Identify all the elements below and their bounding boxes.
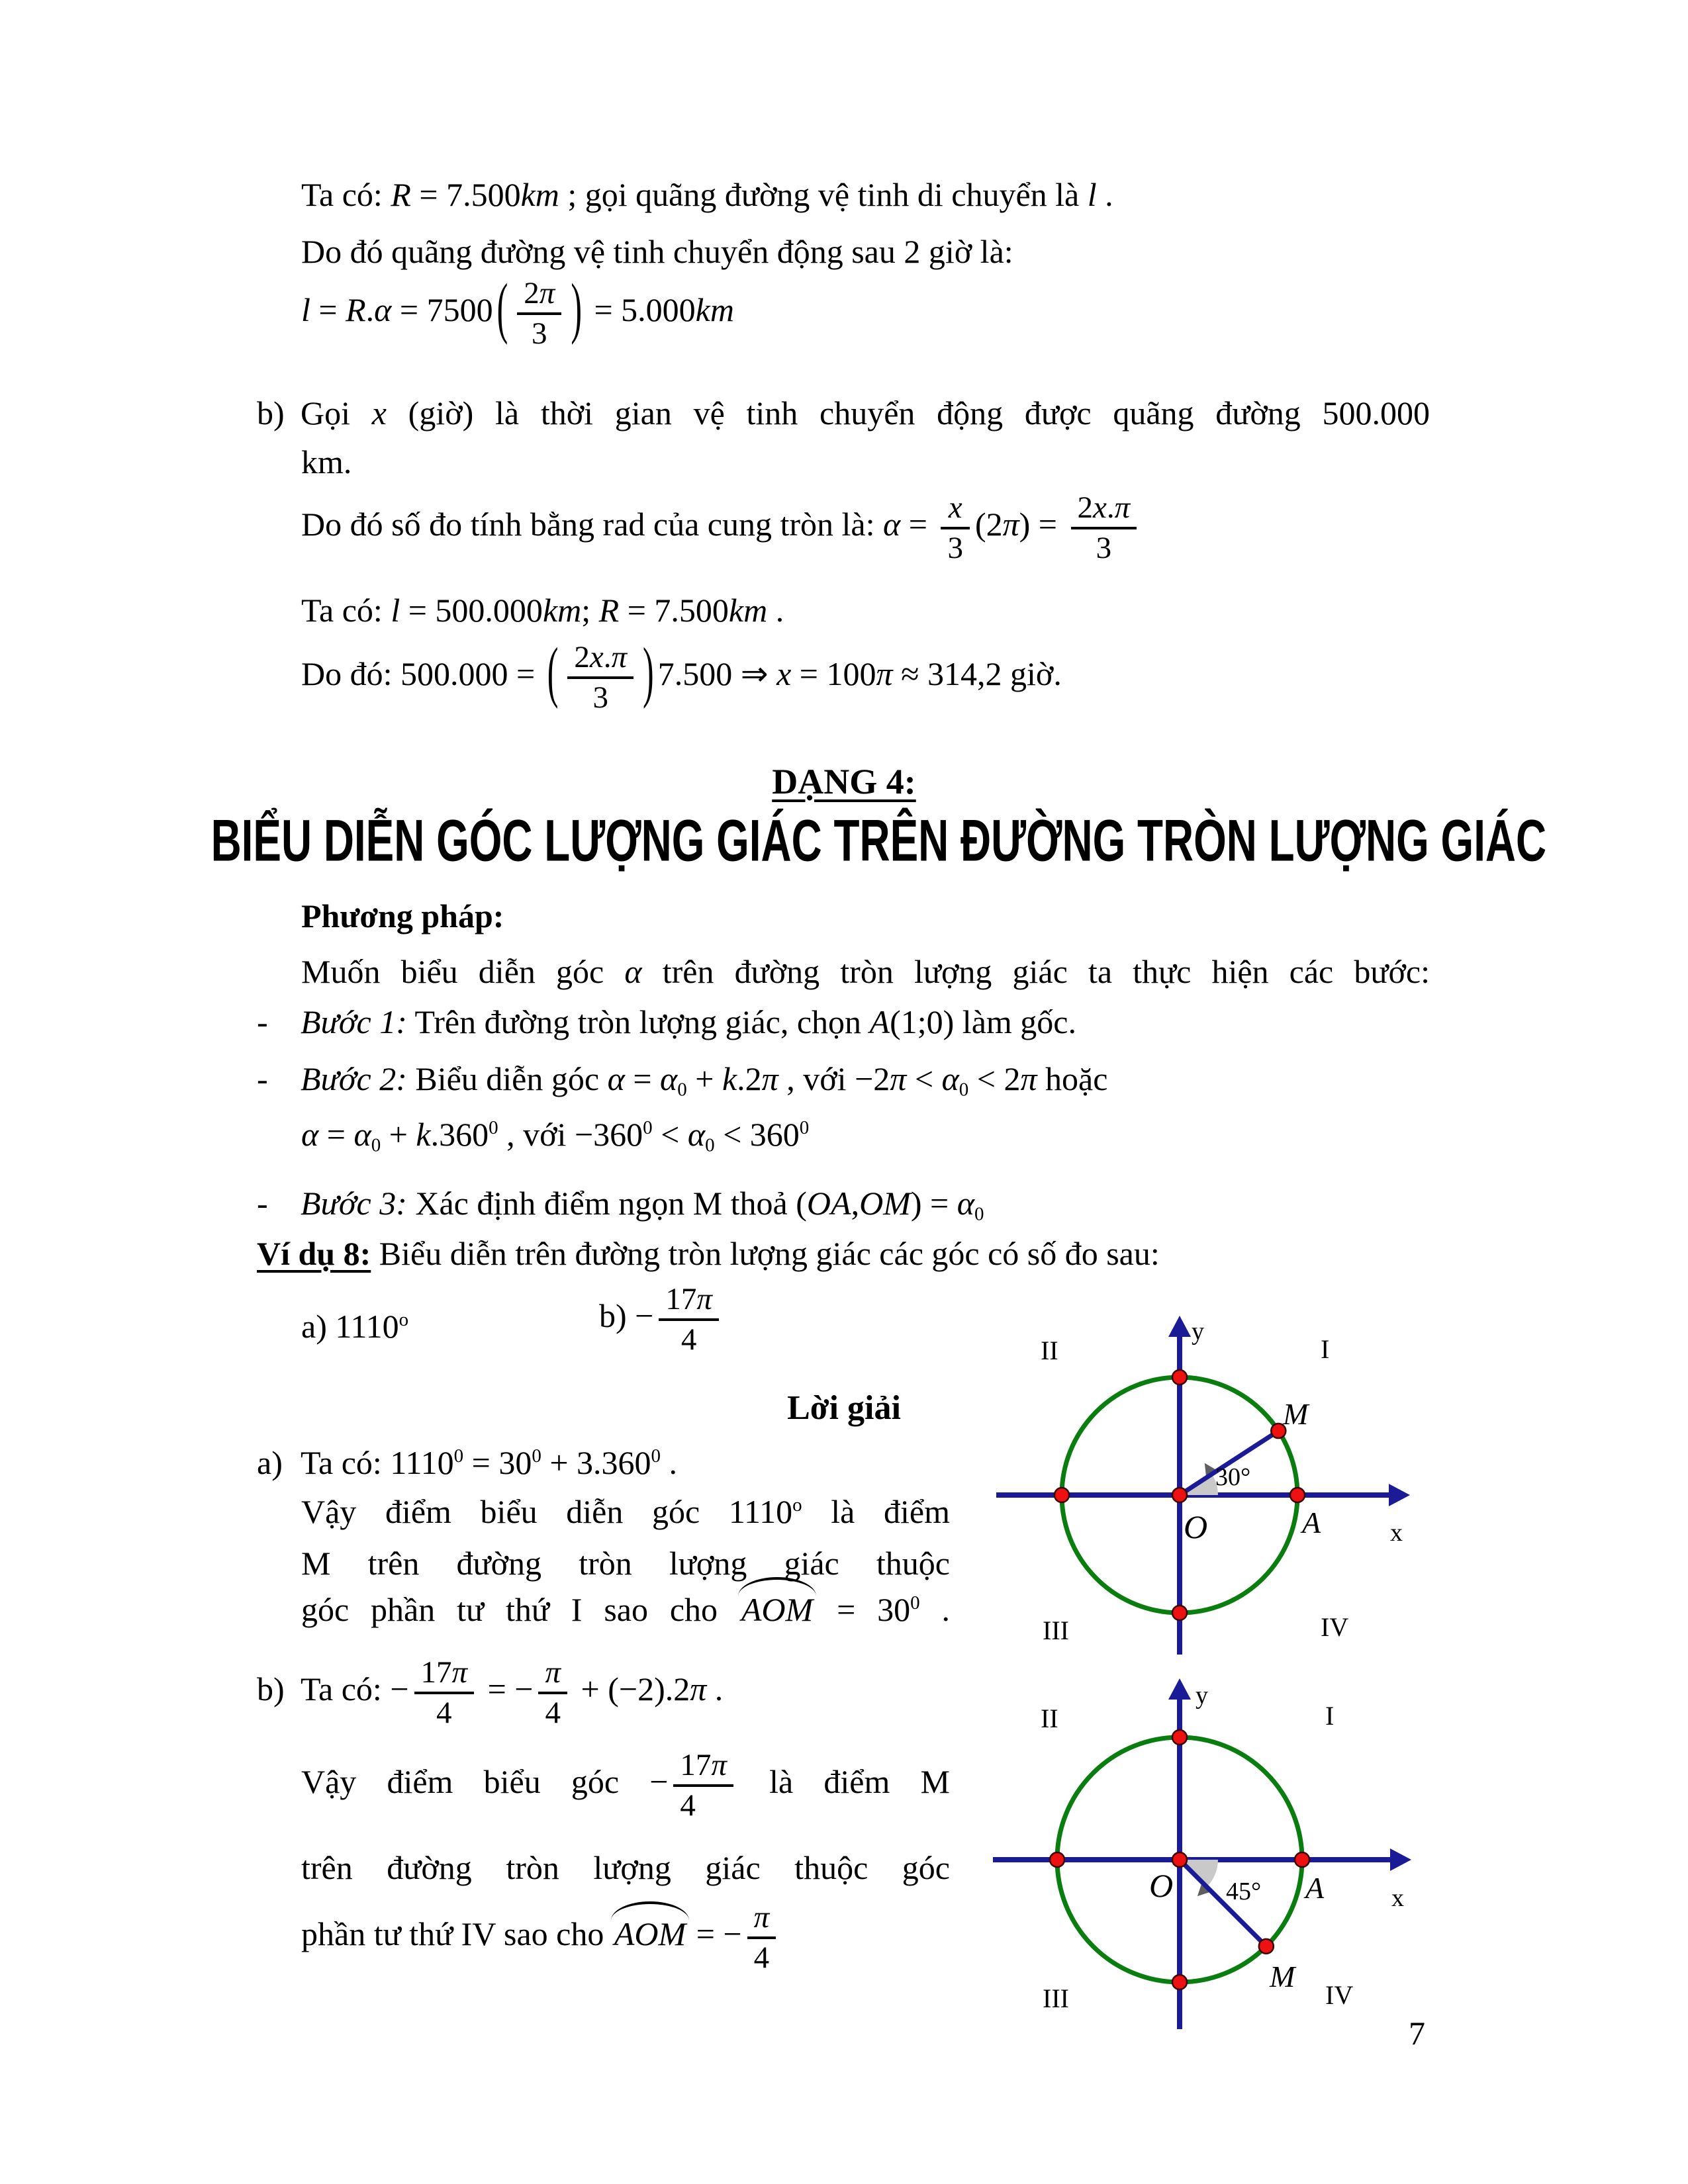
svg-text:M: M: [1270, 1960, 1295, 1993]
choice-a: a) 1110$^o$: [301, 1308, 409, 1345]
svg-text:III: III: [1043, 1983, 1069, 2013]
solution-b-line1: b) Ta có: − $\frac{17\pi}{4}$ = − $\frac{\pi}{4}$ + (−2).2π .: [257, 1655, 724, 1730]
step-3: - Bước 3: Xác định điểm ngọn M thoả $(OA,OM) = \alpha_0$: [257, 1185, 984, 1225]
formula-arc-length: l = R.α = 7500 ( $\frac{2\pi}{3}$ ) = 5.000km: [301, 269, 734, 351]
para-km: km.: [301, 443, 352, 480]
unit-circle-diagram-1: [986, 1305, 1423, 1676]
step-2-continued: $\alpha = \alpha_0 + k.360^0$ , với $-360^0 < \alpha_0 < 360^0$: [301, 1116, 810, 1156]
unit-circle-diagram-2: [986, 1666, 1423, 2051]
para-distance-2h: Do đó quãng đường vệ tinh chuyển động sau 2 giờ là:: [301, 233, 1013, 270]
solution-a-line4: góc phần tư thứ I sao cho AOM = $30^0$ .: [301, 1588, 950, 1631]
svg-text:I: I: [1321, 1334, 1330, 1364]
section-heading-dang4: [0, 758, 1688, 805]
formula-solve-x: Do đó: 500.000 = ( $\frac{2x.\pi}{3}$ ) 7.500 ⇒ x = 100π ≈ 314,2 giờ.: [301, 633, 1062, 715]
solution-b-line4: phần tư thứ IV sao cho AOM = − $\frac{\pi}{4}$: [301, 1901, 781, 1975]
solution-a-line1: a) Ta có: $1110^0 = 30^0 + 3.360^0$ .: [257, 1444, 678, 1481]
step-1: - Bước 1: Trên đường tròn lượng giác, chọn A(1;0) làm gốc.: [257, 1003, 1076, 1040]
solution-b-line2: Vậy điểm biểu góc − $\frac{17\pi}{4}$ là điểm M: [301, 1748, 950, 1823]
svg-text:M: M: [1283, 1397, 1309, 1431]
svg-text:II: II: [1041, 1704, 1058, 1733]
svg-text:O: O: [1149, 1867, 1174, 1904]
svg-text:y: y: [1192, 1318, 1204, 1345]
formula-rad-measure: Do đó số đo tính bằng rad của cung tròn là: α = $\frac{x}{3}$ (2π) = $\frac{2x.\pi}{3}$: [301, 491, 1142, 565]
dang4-label: DẠNG 4:: [772, 762, 916, 801]
solution-a-line3: M trên đường tròn lượng giác thuộc: [301, 1545, 950, 1582]
svg-text:A: A: [1305, 1871, 1325, 1905]
step-2: - Bước 2: Biểu diễn góc $\alpha = \alpha_0 + k.2\pi$ , với $-2\pi < \alpha_0 < 2\pi$ hoặc: [257, 1060, 1108, 1101]
page-number: 7: [1409, 2015, 1425, 2052]
svg-text:30°: 30°: [1215, 1463, 1251, 1491]
svg-text:x: x: [1390, 1519, 1403, 1547]
svg-text:O: O: [1184, 1508, 1208, 1545]
solution-a-line2: Vậy điểm biểu diễn góc 1110$^o$ là điểm: [301, 1493, 950, 1530]
svg-text:A: A: [1302, 1506, 1321, 1539]
method-label: Phương pháp:: [301, 897, 504, 934]
para-given-values: Ta có: l = 500.000km; R = 7.500km .: [301, 592, 784, 629]
unit-circle-30-svg: [986, 1305, 1423, 1666]
svg-text:II: II: [1041, 1336, 1058, 1365]
svg-text:IV: IV: [1325, 1980, 1354, 2010]
svg-text:III: III: [1043, 1615, 1069, 1645]
svg-text:y: y: [1196, 1682, 1208, 1709]
svg-text:x: x: [1391, 1884, 1404, 1912]
svg-text:I: I: [1325, 1701, 1335, 1731]
unit-circle-45-svg: [986, 1666, 1423, 2040]
svg-text:45°: 45°: [1226, 1878, 1262, 1905]
example-8: Ví dụ 8: Biểu diễn trên đường tròn lượng giác các góc có số đo sau:: [257, 1235, 1160, 1272]
choice-b: b) − $\frac{17\pi}{4}$: [599, 1283, 724, 1357]
method-intro: Muốn biểu diễn góc α trên đường tròn lượng giác ta thực hiện các bước:: [301, 953, 1430, 990]
item-b-time-question: b) Gọi x (giờ) là thời gian vệ tinh chuyển động được quãng đường 500.000: [257, 394, 1430, 432]
solution-label: Lời giải: [787, 1389, 901, 1427]
para-radius-given: Ta có: R = 7.500km ; gọi quãng đường vệ tinh di chuyển là l .: [301, 176, 1113, 213]
svg-text:IV: IV: [1321, 1612, 1349, 1642]
section-title-text: BIỂU DIỄN GÓC LƯỢNG GIÁC TRÊN ĐƯỜNG TRÒN LƯỢNG GIÁC: [211, 807, 1547, 874]
section-title: [0, 805, 1688, 877]
solution-b-line3: trên đường tròn lượng giác thuộc góc: [301, 1849, 950, 1886]
